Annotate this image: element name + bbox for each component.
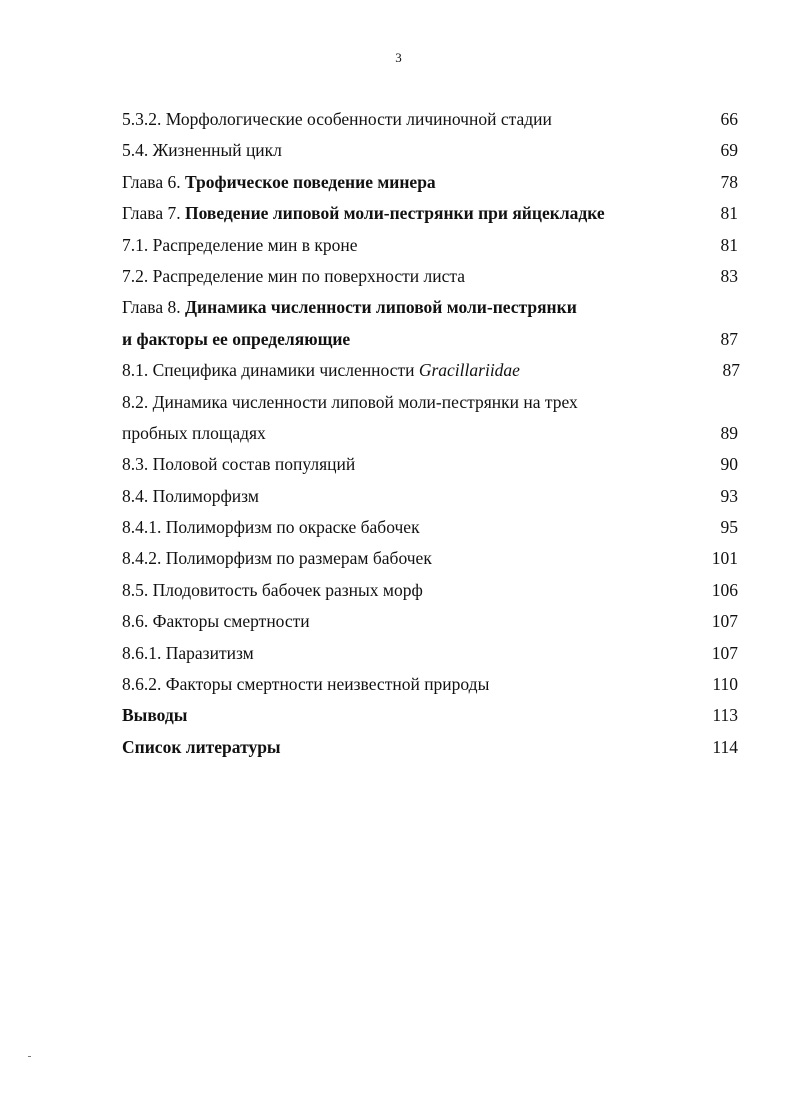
toc-entry-page: 83 <box>720 265 738 286</box>
toc-entry-title: 8.4. Полиморфизм <box>122 485 259 506</box>
toc-entry <box>122 261 738 292</box>
toc-entry-title: 7.1. Распределение мин в кроне <box>122 234 358 255</box>
toc-entry-page: 69 <box>720 140 738 161</box>
toc-entry-page: 114 <box>712 736 738 757</box>
toc-entry-title: 8.4.1. Полиморфизм по окраске бабочек <box>122 517 420 538</box>
toc-entry <box>122 355 738 386</box>
toc-entry-page: 110 <box>712 674 738 695</box>
toc-entry-title: 8.5. Плодовитость бабочек разных морф <box>122 579 423 600</box>
toc-entry <box>122 104 738 135</box>
toc-entry-page: 106 <box>711 579 738 600</box>
toc-entry <box>122 638 738 669</box>
toc-entry-page: 113 <box>712 705 738 726</box>
page-number: 3 <box>395 50 402 65</box>
toc-entry <box>122 230 738 261</box>
toc-entry-page: 90 <box>720 454 738 475</box>
toc-entry-page: 87 <box>720 328 738 349</box>
toc-entry <box>122 198 738 229</box>
toc-entry-title: Глава 7. Поведение липовой моли-пестрянки при яйцекладке <box>122 203 605 224</box>
toc-entry-title: 5.4. Жизненный цикл <box>122 140 282 161</box>
scan-speck <box>28 1056 31 1057</box>
toc-entry-page: 81 <box>720 203 738 224</box>
toc-entry-page: 107 <box>711 611 738 632</box>
toc-entry <box>122 481 738 512</box>
toc-entry <box>122 292 738 323</box>
toc-entry-page: 107 <box>711 642 738 663</box>
toc-entry-title: 8.6. Факторы смертности <box>122 611 310 632</box>
toc-entry-title: Список литературы <box>122 736 281 757</box>
toc-entry <box>122 512 738 543</box>
toc-entry-page: 95 <box>720 517 738 538</box>
toc-entry-title: 8.1. Специфика динамики численности Gracillariidae <box>122 360 520 381</box>
toc-entry-continuation <box>122 324 738 355</box>
table-of-contents <box>122 104 738 763</box>
toc-entry <box>122 543 738 574</box>
toc-entry <box>122 700 738 731</box>
toc-entry-title: 5.3.2. Морфологические особенности личиночной стадии <box>122 109 552 129</box>
toc-entry-continuation <box>122 418 738 449</box>
toc-entry-title-cont: пробных площадях <box>122 422 266 443</box>
toc-entry-page: 78 <box>720 171 738 192</box>
toc-entry-title: 8.6.2. Факторы смертности неизвестной природы <box>122 674 490 695</box>
toc-entry <box>122 135 738 166</box>
toc-entry <box>122 167 738 198</box>
toc-entry-page: 87 <box>722 360 740 381</box>
toc-entry-title: 8.6.1. Паразитизм <box>122 642 254 663</box>
toc-entry <box>122 732 738 763</box>
toc-entry-page: 81 <box>720 234 738 255</box>
toc-entry-page: 66 <box>720 109 738 129</box>
toc-entry-title: Глава 8. Динамика численности липовой моли-пестрянки <box>122 297 577 318</box>
toc-entry-title: 8.2. Динамика численности липовой моли-пестрянки на трех <box>122 391 578 412</box>
toc-entry-title-cont: и факторы ее определяющие <box>122 328 351 349</box>
toc-entry <box>122 575 738 606</box>
toc-entry <box>122 669 738 700</box>
toc-entry-page: 93 <box>720 485 738 506</box>
toc-entry-title: 7.2. Распределение мин по поверхности листа <box>122 265 466 286</box>
toc-entry-title: 8.4.2. Полиморфизм по размерам бабочек <box>122 548 432 569</box>
toc-entry-title: Глава 6. Трофическое поведение минера <box>122 171 436 192</box>
toc-entry <box>122 449 738 480</box>
toc-entry-page: 89 <box>720 422 738 443</box>
toc-entry-title: Выводы <box>122 705 188 726</box>
toc-entry-title: 8.3. Половой состав популяций <box>122 454 356 475</box>
toc-entry <box>122 606 738 637</box>
toc-entry <box>122 387 738 418</box>
toc-entry-page: 101 <box>711 548 738 569</box>
